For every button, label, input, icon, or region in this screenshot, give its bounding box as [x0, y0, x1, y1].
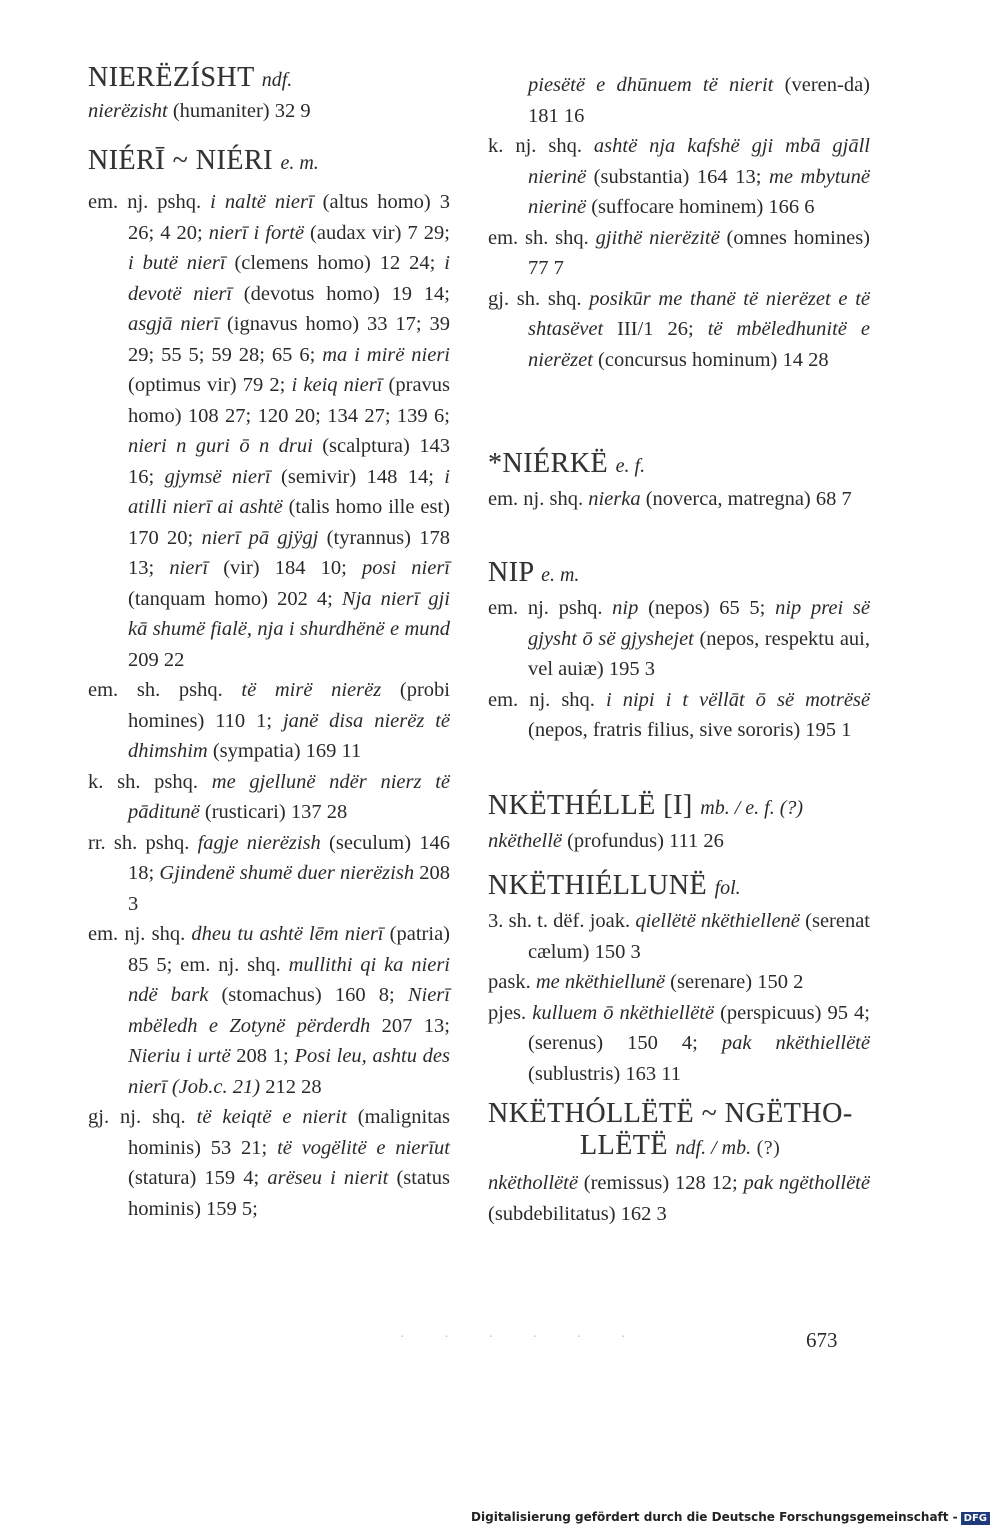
headword	[88, 145, 450, 179]
headword-text: NKËTHÓLLËTË ~ NGËTHO-	[488, 1098, 853, 1129]
sense-pjes: pjes. kulluem ō nkëthiellëtë (perspicuus) 95 4; (serenus) 150 4; pak nkëthiellëtë (sublustris) 163 11	[488, 1001, 870, 1085]
entry-nierezisht	[88, 62, 450, 127]
footer-credit	[471, 1510, 990, 1525]
headword	[488, 870, 870, 904]
sense: nkëthollëtë (remissus) 128 12; pak ngëthollëtë (subdebilitatus) 162 3	[488, 1172, 870, 1225]
sense-em-nj-pshq: em. nj. pshq. i naltë nierī (altus homo) 3 26; 4 20; nierī i fortë (audax vir) 7 29; i butë nierī (clemens homo) 12 24; i devotë nierī (devotus homo) 19 14; asgjā nierī (ignavus homo) 33 17; 39 29; 55 5; 59 28; 65 6; ma i mirë nieri (optimus vir) 79 2; i keiq nierī (pravus homo) 108 27; 120 20; 134 27; 139 6; nieri n guri ō n drui (scalptura) 143 16; gjymsë nierī (semivir) 148 14; i atilli nierī ai ashtë (talis homo ille est) 170 20; nierī pā gjÿgj (tyrannus) 178 13; nierī (vir) 184 10; posi nierī (tanquam homo) 202 4; Nja nierī gji kā shumë fialë, nja i shurdhënë e mund 209 22	[88, 191, 451, 671]
sense-em-sh-shq: em. sh. shq. gjithë nierëzitë (omnes homines) 77 7	[488, 226, 870, 279]
headword-text: NKËTHÉLLË [I]	[488, 790, 693, 821]
entry-nkethiellune	[488, 870, 870, 1089]
headword-text: *NIÉRKË	[488, 448, 609, 479]
headword-category: ndf.	[261, 69, 293, 91]
headword	[488, 448, 870, 482]
headword-text: NKËTHIÉLLUNË	[488, 870, 708, 901]
dfg-logo: DFG	[961, 1512, 990, 1525]
headword-category: e. m.	[541, 564, 580, 586]
page-number: 673	[806, 1328, 838, 1352]
headword-category: e. m.	[280, 152, 319, 174]
sense-em-nj-shq: em. nj. shq. dheu tu ashtë lēm nierī (patria) 85 5; em. nj. shq. mullithi qi ka nieri ndë bark (stomachus) 160 8; Nierī mbëledh e Zotynë përderdh 207 13; Nieriu i urtë 208 1; Posi leu, ashtu des nierī (Job.c. 21) 212 28	[88, 923, 450, 1098]
scan-specks: · · · · · ·	[400, 1330, 644, 1345]
sense-em-nj-shq: em. nj. shq. nierka (noverca, matregna) 68 7	[488, 488, 852, 510]
footer-text: Digitalisierung gefördert durch die Deutsche Forschungsgemeinschaft -	[471, 1510, 958, 1524]
sense-rr-sh-pshq: rr. sh. pshq. fagje nierëzish (seculum) 146 18; Gjindenë shumë duer nierëzish 208 3	[88, 831, 451, 915]
headword	[488, 790, 870, 824]
sense: nkëthellë (profundus) 111 26	[488, 830, 724, 852]
sense-k-sh-pshq: k. sh. pshq. me gjellunë ndër nierz të pāditunë (rusticari) 137 28	[88, 770, 450, 823]
sense-gj-nj-shq: gj. nj. shq. të keiqtë e nierit (malignitas hominis) 53 21; të vogëlitë e nierīut (statura) 159 4; arëseu i nierit (status hominis) 159 5;	[88, 1106, 451, 1220]
sense-gj-sh-shq: gj. sh. shq. posikūr me thanë të nierëzet e të shtasëvet III/1 26; të mbëledhunitë e nierëzet (concursus hominum) 14 28	[488, 287, 871, 371]
sense-em-nj-shq: em. nj. shq. i nipi i t vëllāt ō së motrësë (nepos, fratris filius, sive sororis) 195 1	[488, 688, 870, 741]
headword-text: NIP	[488, 557, 534, 588]
entry-nieri	[88, 145, 450, 1224]
sense-3-sh: 3. sh. t. dëf. joak. qiellëtë nkëthiellenë (serenat cælum) 150 3	[488, 910, 871, 963]
entry-nieri-continued	[488, 70, 870, 375]
sense-pask: pask. me nkëthiellunë (serenare) 150 2	[488, 971, 804, 993]
sense-k-nj-shq: k. nj. shq. ashtë nja kafshë gji mbā gjāll nierinë (substantia) 164 13; me mbytunë nierinë (suffocare hominem) 166 6	[488, 135, 870, 218]
sense-em-sh-pshq: em. sh. pshq. të mirë nierëz (probi homines) 110 1; janë disa nierëz të dhimshim (sympatia) 169 11	[88, 679, 450, 762]
headword	[88, 62, 450, 96]
sense: nierëzisht (humaniter) 32 9	[88, 100, 311, 122]
sense-em-nj-pshq: em. nj. pshq. nip (nepos) 65 5; nip prei së gjysht ō së gjyshejet (nepos, respektu aui, vel auiæ) 195 3	[488, 597, 870, 680]
sense-continuation: piesëtë e dhūnuem të nierit (veren-da) 181 16	[528, 74, 870, 127]
entry-nketholllete	[488, 1098, 870, 1229]
entry-nkethelle	[488, 790, 870, 857]
headword-text: NIERËZÍSHT	[88, 62, 255, 93]
headword-category: mb. / e. f. (?)	[700, 797, 804, 819]
entry-nip	[488, 557, 870, 746]
headword-category: fol.	[714, 877, 741, 899]
entry-nierke	[488, 448, 870, 515]
headword	[488, 557, 870, 591]
headword	[488, 1098, 870, 1130]
headword-category: e. f.	[615, 455, 646, 477]
headword-continuation: LLËTË ndf. / mb. (?)	[580, 1130, 781, 1161]
headword-text: NIÉRĪ ~ NIÉRI	[88, 145, 273, 176]
